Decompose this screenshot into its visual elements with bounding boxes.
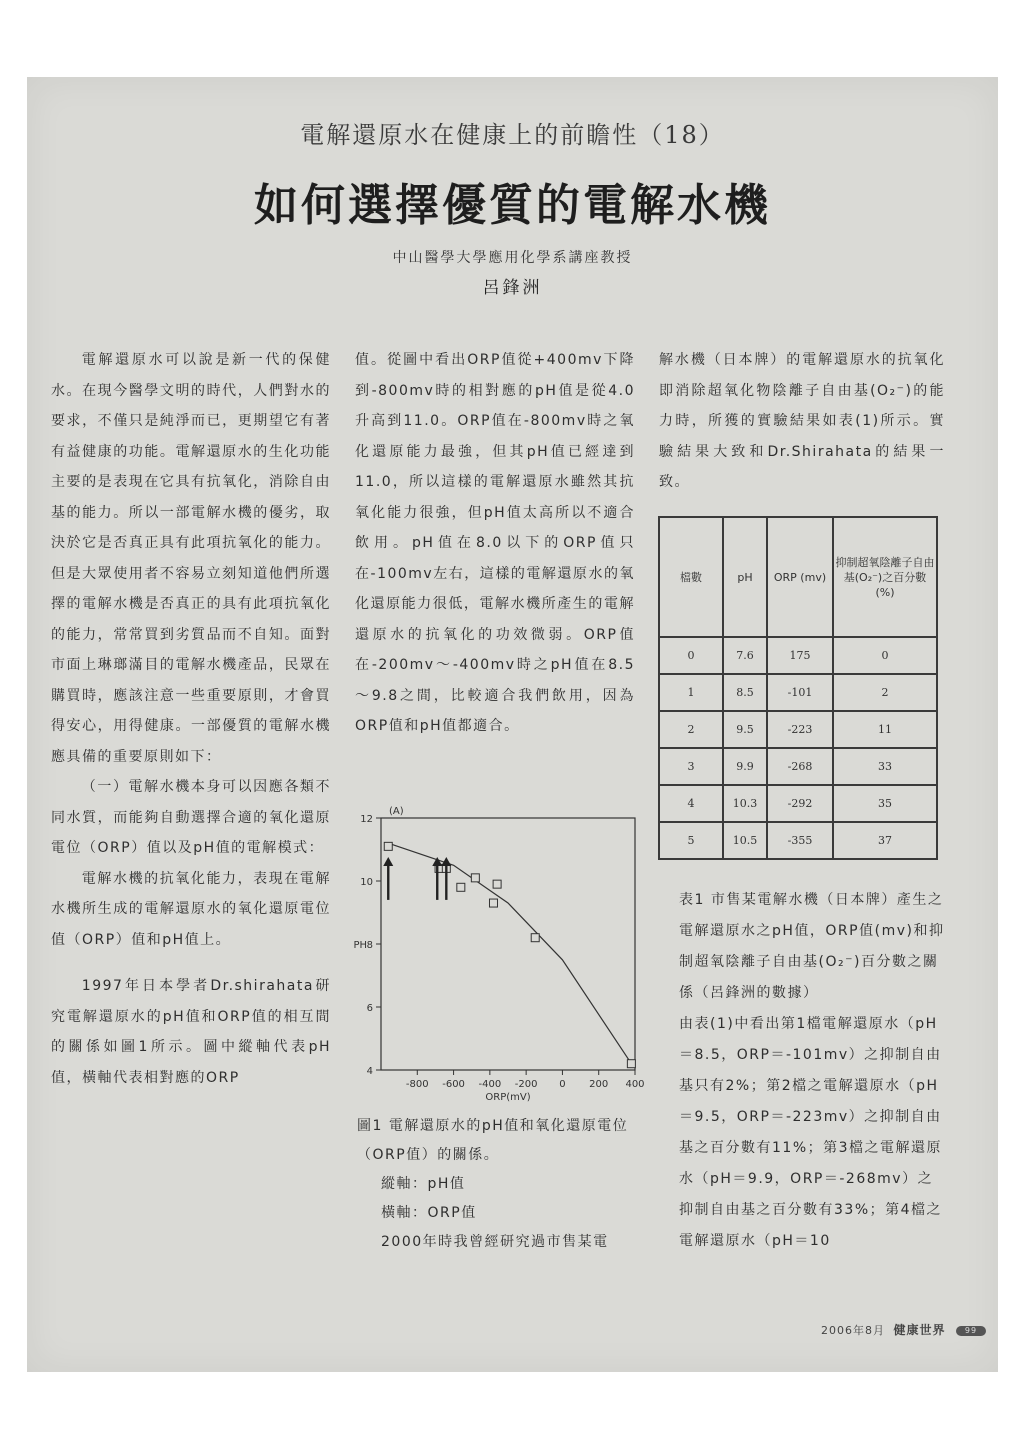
horizontal-axis-note: 橫軸：ORP值 [381,1205,477,1221]
ph-orp-chart [335,802,647,1120]
y-tick-label: 8 [366,940,373,951]
table-cell: -292 [767,785,833,822]
table-cell: -355 [767,822,833,859]
data-point [493,880,501,888]
table-caption-block [659,885,945,1257]
paragraph: 1997年日本學者Dr.shirahata研究電解還原水的pH值和ORP值的相互間的關係如圖1所示。圖中縱軸代表pH值，橫軸代表相對應的ORP [51,978,331,1086]
arrow-head [383,857,393,866]
issue-date: 2006年8月 [820,1324,885,1337]
table-cell: 37 [833,822,937,859]
column-3 [659,345,945,498]
plot-frame [381,818,635,1070]
results-table [658,516,938,860]
paragraph: 由表(1)中看出第1檔電解還原水（pH＝8.5，ORP＝-101mv）之抑制自由基只有2%；第2檔之電解還原水（pH＝9.5，ORP＝-223mv）之抑制自由基之百分數有11%；第3檔之電解還原水（pH＝9.9，ORP＝-268mv）之抑制自由基之百分數有33%；第4檔之電解還原水（pH＝10 [679,1016,943,1249]
table-cell: 35 [833,785,937,822]
data-point [627,1060,635,1068]
table-row [659,711,937,748]
table-header: pH [723,517,767,637]
data-point [457,883,465,891]
table-cell: 2 [659,711,723,748]
table-row [659,785,937,822]
magazine-name: 健康世界 [893,1323,946,1337]
table-row [659,674,937,711]
figure-caption-block [357,1112,637,1257]
table-header: 檔數 [659,517,723,637]
table-cell: 7.6 [723,637,767,674]
x-axis-label: ORP(mV) [485,1092,531,1103]
data-point [384,842,392,850]
y-tick-label: 12 [360,814,373,825]
table-caption: 表1 市售某電解水機（日本牌）產生之電解還原水之pH值，ORP值(mv)和抑制超氧陰離子自由基(O₂⁻)百分數之關係（呂鋒洲的數據） [679,892,945,1001]
table-cell: 33 [833,748,937,785]
table-cell: 4 [659,785,723,822]
table-row [659,822,937,859]
fit-line [388,843,631,1063]
magazine-page [27,77,998,1372]
x-tick-label: -800 [405,1079,429,1090]
column-2 [355,345,635,742]
table-cell: 0 [659,637,723,674]
table-header: 抑制超氧陰離子自由基(O₂⁻)之百分數(%) [833,517,937,637]
table-cell: 10.5 [723,822,767,859]
table-cell: -101 [767,674,833,711]
x-tick-label: 0 [559,1079,566,1090]
x-tick-label: -200 [514,1079,538,1090]
paragraph: 2000年時我曾經研究過市售某電 [381,1234,609,1250]
page-footer [821,1321,986,1338]
y-tick-label: 6 [366,1003,373,1014]
x-tick-label: 200 [589,1079,609,1090]
paragraph: 電解還原水可以說是新一代的保健水。在現今醫學文明的時代，人們對水的要求，不僅只是純淨而已，更期望它有著有益健康的功能。電解還原水的生化功能主要的是表現在它具有抗氧化，消除自由基的能力。所以一部電解水機的優劣，取決於它是否真正具有此項抗氧化的能力。但是大眾使用者不容易立刻知道他們所選擇的電解水機是否真正的具有此項抗氧化的能力，常常買到劣質品而不自知。面對市面上琳瑯滿目的電解水機產品，民眾在購買時，應該注意一些重要原則，才會買得安心，用得健康。一部優質的電解水機應具備的重要原則如下： [51,352,331,765]
y-tick-label: 4 [366,1066,373,1077]
author-affiliation: 中山醫學大學應用化學系講座教授 [392,250,633,266]
table-cell: -223 [767,711,833,748]
paragraph: 解水機（日本牌）的電解還原水的抗氧化即消除超氧化物陰離子自由基(O₂⁻)的能力時，所獲的實驗結果如表(1)所示。實驗結果大致和Dr.Shirahata的結果一致。 [659,352,945,490]
paragraph: （一）電解水機本身可以因應各類不同水質，而能夠自動選擇合適的氧化還原電位（ORP）值以及pH值的電解模式： [51,779,331,856]
data-point [489,899,497,907]
figure-caption: 圖1 電解還原水的pH值和氧化還原電位（ORP值）的關係。 [357,1118,629,1163]
author-name: 呂鋒洲 [482,278,543,298]
table-cell: 1 [659,674,723,711]
panel-label: (A) [389,806,404,817]
vertical-axis-note: 縱軸：pH值 [381,1176,466,1192]
table-cell: 9.5 [723,711,767,748]
y-axis-label: PH [353,940,367,951]
x-tick-label: -400 [478,1079,502,1090]
table-cell: 175 [767,637,833,674]
paragraph: 電解水機的抗氧化能力，表現在電解水機所生成的電解還原水的氧化還原電位值（ORP）值和pH值上。 [51,870,331,948]
table-cell: 9.9 [723,748,767,785]
page-number: 99 [956,1326,986,1336]
table-cell: 2 [833,674,937,711]
table-cell: 0 [833,637,937,674]
data-point [471,874,479,882]
table-cell: 5 [659,822,723,859]
table-cell: 11 [833,711,937,748]
data-point [531,934,539,942]
x-tick-label: 400 [625,1079,645,1090]
table-body [659,637,937,859]
x-tick-label: -600 [442,1079,465,1090]
table-header: ORP (mv) [767,517,833,637]
table-header-row [659,517,937,637]
article-series-title: 電解還原水在健康上的前瞻性（18） [300,121,725,149]
table-cell: 3 [659,748,723,785]
table-cell: -268 [767,748,833,785]
table-row [659,637,937,674]
table-row [659,748,937,785]
table-cell: 8.5 [723,674,767,711]
paragraph: 值。從圖中看出ORP值從+400mv下降到-800mv時的相對應的pH值是從4.0升高到11.0。ORP值在-800mv時之氧化還原能力最強，但其pH值已經達到11.0，所以這樣的電解還原水雖然其抗氧化能力很強，但pH值太高所以不適合飲用。pH值在8.0以下的ORP值只在-100mv左右，這樣的電解還原水的氧化還原能力很低，電解水機所產生的電解還原水的抗氧化的功效微弱。ORP值在-200mv～-400mv時之pH值在8.5～9.8之間，比較適合我們飲用，因為ORP值和pH值都適合。 [355,352,635,734]
column-1 [51,345,331,1093]
article-title: 如何選擇優質的電解水機 [254,180,771,231]
y-tick-label: 10 [360,877,373,888]
table-cell: 10.3 [723,785,767,822]
